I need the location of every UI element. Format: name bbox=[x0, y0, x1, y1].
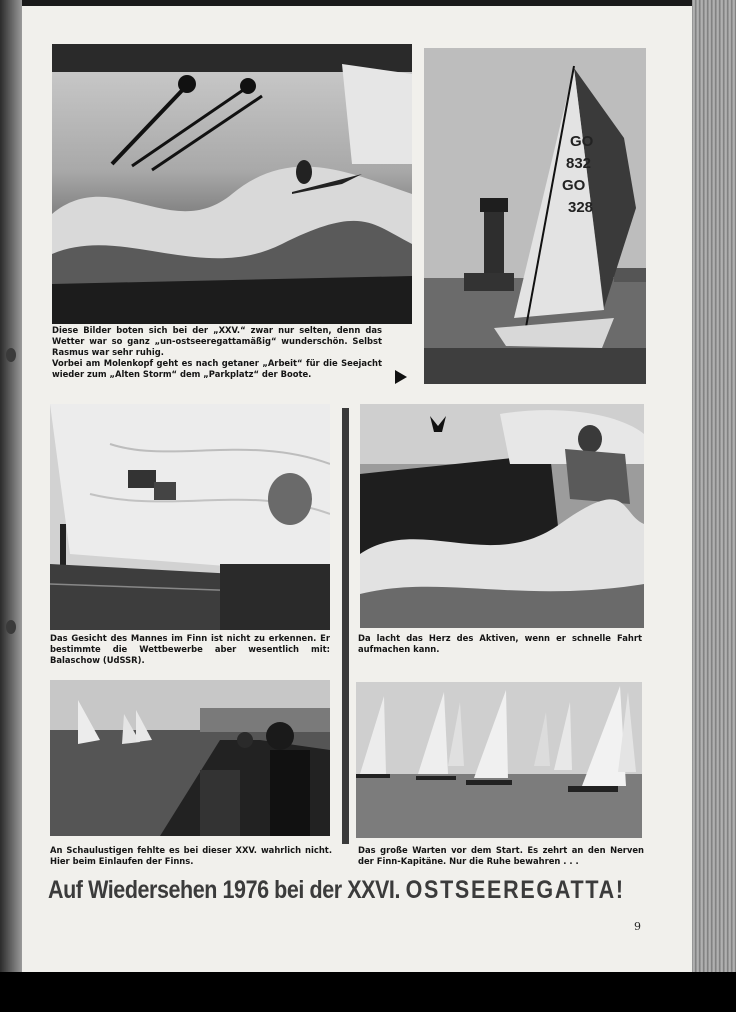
caption-text: Vorbei am Molenkopf geht es nach getaner „Arbeit“ für die Seejacht wieder zum „Alten Storm“ dem „Parkplatz“ der Boote. bbox=[52, 358, 382, 379]
caption-text: Das große Warten vor dem Start. Es zehrt an den Nerven der Finn-Kapitäne. Nur die Ruhe bewahren . . . bbox=[358, 845, 644, 866]
binding-hole bbox=[6, 348, 16, 362]
photo-sailboat-lighthouse bbox=[424, 48, 646, 384]
page-number: 9 bbox=[634, 920, 641, 933]
caption-bottom-left bbox=[50, 845, 332, 867]
caption-text: Da lacht das Herz des Aktiven, wenn er schnelle Fahrt aufmachen kann. bbox=[358, 633, 642, 654]
photo-finn-sail-closeup bbox=[50, 404, 330, 630]
caption-bottom-right bbox=[358, 845, 644, 867]
scan-background bbox=[0, 972, 736, 1012]
sail-number-text: GO bbox=[562, 177, 586, 194]
caption-mid-left bbox=[50, 633, 330, 666]
caption-mid-right bbox=[358, 633, 642, 655]
caption-text: Das Gesicht des Mannes im Finn ist nicht zu erkennen. Er bestimmte die Wettbewerbe aber wesentlich mit: Balaschow (UdSSR). bbox=[50, 633, 330, 665]
photo-sailor-hiking bbox=[360, 404, 644, 628]
sail-number-text: 328 bbox=[568, 199, 594, 216]
binding-edge bbox=[0, 0, 22, 972]
sail-number-text: GO bbox=[570, 133, 594, 150]
arrow-right-icon bbox=[395, 370, 407, 384]
photo-spectators-pier bbox=[50, 680, 330, 836]
caption-top-left bbox=[52, 325, 382, 380]
page-stack-edge bbox=[692, 0, 736, 972]
headline-text: Auf Wiedersehen 1976 bei der XXVI. bbox=[48, 876, 401, 904]
page-headline bbox=[48, 876, 625, 905]
photo-spray-bow bbox=[52, 44, 412, 324]
headline-event-name: OSTSEEREGATTA! bbox=[405, 876, 625, 904]
sail-number-text: 832 bbox=[566, 155, 592, 172]
column-divider bbox=[342, 408, 349, 844]
binding-hole bbox=[6, 620, 16, 634]
caption-text: Diese Bilder boten sich bei der „XXV.“ zwar nur selten, denn das Wetter war so ganz „un-ostseeregattamäßig“ wunderschön. Selbst Rasmus war sehr ruhig. bbox=[52, 325, 382, 357]
photo-fleet-start bbox=[356, 682, 642, 838]
caption-text: An Schaulustigen fehlte es bei dieser XXV. wahrlich nicht. Hier beim Einlaufen der Finns. bbox=[50, 845, 332, 866]
